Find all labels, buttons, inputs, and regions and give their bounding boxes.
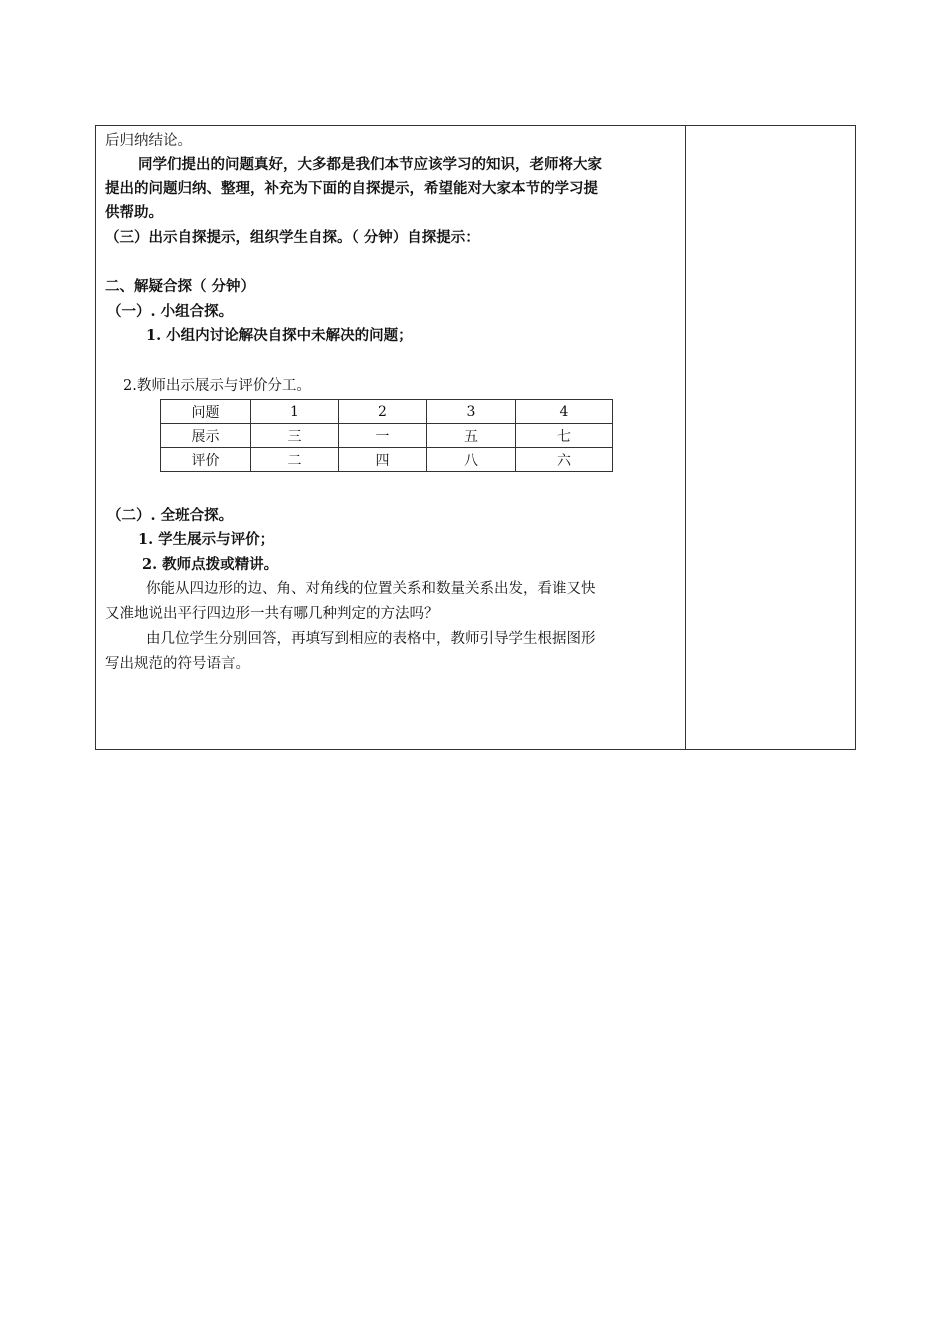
table-cell: 七 [516, 424, 613, 448]
table-cell: 4 [516, 400, 613, 424]
text-line-3: 提出的问题归纳、整理，补充为下面的自探提示，希望能对大家本节的学习提 [105, 180, 598, 197]
table-cell: 评价 [161, 448, 251, 472]
division-table [160, 399, 613, 472]
table-cell: 八 [427, 448, 516, 472]
item-teacher-division: 2.教师出示展示与评价分工。 [123, 378, 311, 394]
lesson-plan-table [95, 125, 856, 750]
table-cell: 三 [251, 424, 339, 448]
table-cell: 展示 [161, 424, 251, 448]
table-row [161, 424, 613, 448]
table-cell: 问题 [161, 400, 251, 424]
table-cell: 1 [251, 400, 339, 424]
item-teacher-guide: 2. 教师点拨或精讲。 [142, 556, 279, 573]
section-heading-2: 二、解疑合探（ 分钟） [105, 278, 256, 295]
table-cell: 六 [516, 448, 613, 472]
text-line-4: 供帮助。 [105, 204, 163, 221]
table-cell: 2 [339, 400, 427, 424]
text-line-1: 后归纳结论。 [105, 133, 192, 149]
text-line-2: 同学们提出的问题真好，大多都是我们本节应该学习的知识，老师将大家 [138, 156, 602, 173]
text-question-line-2: 又准地说出平行四边形一共有哪几种判定的方法吗？ [105, 606, 439, 622]
text-answer-line-1: 由几位学生分别回答，再填写到相应的表格中，教师引导学生根据图形 [146, 631, 596, 647]
table-cell: 二 [251, 448, 339, 472]
section-heading-self-explore: （三）出示自探提示，组织学生自探。（ 分钟）自探提示： [105, 229, 480, 246]
subsection-class-explore: （二）. 全班合探。 [107, 507, 234, 524]
item-group-discuss: 1. 小组内讨论解决自探中未解决的问题； [146, 327, 413, 344]
table-row [161, 400, 613, 424]
table-cell: 五 [427, 424, 516, 448]
item-student-display: 1. 学生展示与评价； [138, 531, 275, 548]
main-content-cell [96, 126, 686, 749]
text-question-line-1: 你能从四边形的边、角、对角线的位置关系和数量关系出发，看谁又快 [146, 581, 596, 597]
notes-cell [686, 126, 855, 749]
table-cell: 四 [339, 448, 427, 472]
table-cell: 3 [427, 400, 516, 424]
table-cell: 一 [339, 424, 427, 448]
subsection-group-explore: （一）. 小组合探。 [107, 303, 234, 320]
table-row [161, 448, 613, 472]
text-answer-line-2: 写出规范的符号语言。 [105, 656, 250, 672]
